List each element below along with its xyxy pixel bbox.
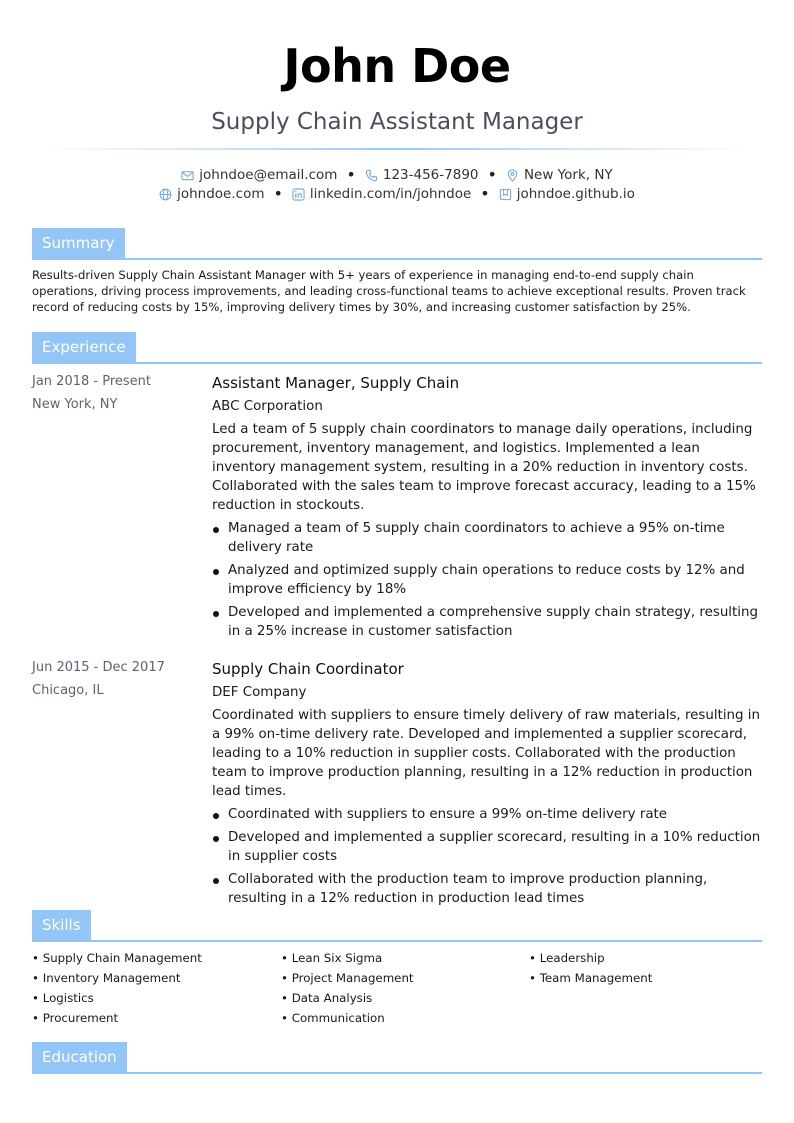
- github-icon: [499, 188, 512, 201]
- contact-row-1: [0, 166, 794, 184]
- skill-item: • Team Management: [529, 969, 769, 989]
- phone-icon: [365, 169, 378, 182]
- header-divider: [40, 148, 754, 150]
- mail-icon: [181, 169, 194, 182]
- job-bullets: [212, 519, 762, 641]
- job-bullet: Developed and implemented a comprehensive supply chain strategy, resulting in a 25% increase in customer satisfaction: [212, 603, 762, 641]
- job-dates: Jun 2015 - Dec 2017: [32, 660, 165, 675]
- job-bullet: Collaborated with the production team to improve production planning, resulting in a 12% reduction in production lead times: [212, 870, 762, 908]
- experience-section-header: [32, 332, 762, 364]
- map-pin-icon: [506, 169, 519, 182]
- job-company: ABC Corporation: [212, 399, 323, 414]
- job-location: Chicago, IL: [32, 683, 104, 698]
- contact-email[interactable]: [181, 166, 337, 184]
- contact-separator: •: [346, 165, 356, 184]
- github-text: johndoe.github.io: [516, 186, 635, 202]
- job-description: Led a team of 5 supply chain coordinators to manage daily operations, including procurement, inventory management, and logistics. Implemented a lean inventory management system, resulting in a 20% reduction in inventory costs. Collaborated with the sales team to improve forecast accuracy, leading to a 15% reduction in stockouts.: [212, 422, 756, 513]
- phone-text: 123-456-7890: [382, 167, 479, 183]
- skill-item: • Leadership: [529, 949, 769, 969]
- contact-github[interactable]: [499, 185, 635, 203]
- section-rule: [32, 258, 762, 260]
- contact-website[interactable]: [159, 185, 264, 203]
- skills-column-2: [281, 949, 521, 1029]
- contact-location: [506, 166, 613, 184]
- section-rule: [32, 362, 762, 364]
- location-text: New York, NY: [523, 167, 613, 183]
- contact-separator: •: [480, 184, 490, 203]
- summary-text: Results-driven Supply Chain Assistant Manager with 5+ years of experience in managing end-to-end supply chain operations, driving process improvements, and leading cross-functional teams to achieve exceptional results. Proven track record of reducing costs by 15%, improving delivery times by 30%, and increasing customer satisfaction by 25%.: [32, 268, 746, 314]
- skill-item: • Logistics: [32, 989, 272, 1009]
- linkedin-icon: [292, 188, 305, 201]
- job-bullet: Analyzed and optimized supply chain operations to reduce costs by 12% and improve efficiency by 18%: [212, 561, 762, 599]
- candidate-name: John Doe: [283, 39, 511, 93]
- contact-row-2: [0, 185, 794, 203]
- website-text: johndoe.com: [177, 186, 265, 202]
- candidate-role: Supply Chain Assistant Manager: [211, 109, 583, 135]
- job-entry-1: [212, 372, 762, 645]
- skills-column-3: [529, 949, 769, 989]
- job-bullet: Managed a team of 5 supply chain coordinators to achieve a 95% on-time delivery rate: [212, 519, 762, 557]
- job-title: Supply Chain Coordinator: [212, 660, 404, 678]
- skill-item: • Project Management: [281, 969, 521, 989]
- summary-heading: Summary: [32, 228, 125, 258]
- job-bullet: Developed and implemented a supplier scorecard, resulting in a 10% reduction in supplier costs: [212, 828, 762, 866]
- contact-separator: •: [487, 165, 497, 184]
- job-description: Coordinated with suppliers to ensure timely delivery of raw materials, resulting in a 99% on-time delivery rate. Developed and implemented a supplier scorecard, leading to a 10% reduction in supplier costs. Collaborated with the production team to improve production planning, resulting in a 12% reduction in production lead times.: [212, 708, 761, 799]
- section-rule: [32, 940, 762, 942]
- summary-section-header: [32, 228, 762, 260]
- education-heading: Education: [32, 1042, 127, 1072]
- skill-item: • Inventory Management: [32, 969, 272, 989]
- skill-item: • Procurement: [32, 1009, 272, 1029]
- job-bullets: [212, 805, 762, 908]
- job-meta-1: [32, 370, 202, 416]
- globe-icon: [159, 188, 172, 201]
- skill-item: • Lean Six Sigma: [281, 949, 521, 969]
- job-company: DEF Company: [212, 685, 307, 700]
- skill-item: • Data Analysis: [281, 989, 521, 1009]
- skills-heading: Skills: [32, 910, 91, 940]
- job-location: New York, NY: [32, 397, 118, 412]
- skills-column-1: [32, 949, 272, 1029]
- contact-linkedin[interactable]: [292, 185, 471, 203]
- job-meta-2: [32, 656, 202, 702]
- job-entry-2: [212, 658, 762, 912]
- education-section-header: [32, 1042, 762, 1074]
- email-text: johndoe@email.com: [199, 167, 338, 183]
- job-dates: Jan 2018 - Present: [32, 374, 151, 389]
- contact-phone[interactable]: [365, 166, 479, 184]
- linkedin-text: linkedin.com/in/johndoe: [309, 186, 472, 202]
- skills-section-header: [32, 910, 762, 942]
- job-title: Assistant Manager, Supply Chain: [212, 374, 460, 392]
- job-bullet: Coordinated with suppliers to ensure a 99% on-time delivery rate: [212, 805, 762, 824]
- contact-separator: •: [273, 184, 283, 203]
- section-rule: [32, 1072, 762, 1074]
- skill-item: • Communication: [281, 1009, 521, 1029]
- experience-heading: Experience: [32, 332, 136, 362]
- skill-item: • Supply Chain Management: [32, 949, 272, 969]
